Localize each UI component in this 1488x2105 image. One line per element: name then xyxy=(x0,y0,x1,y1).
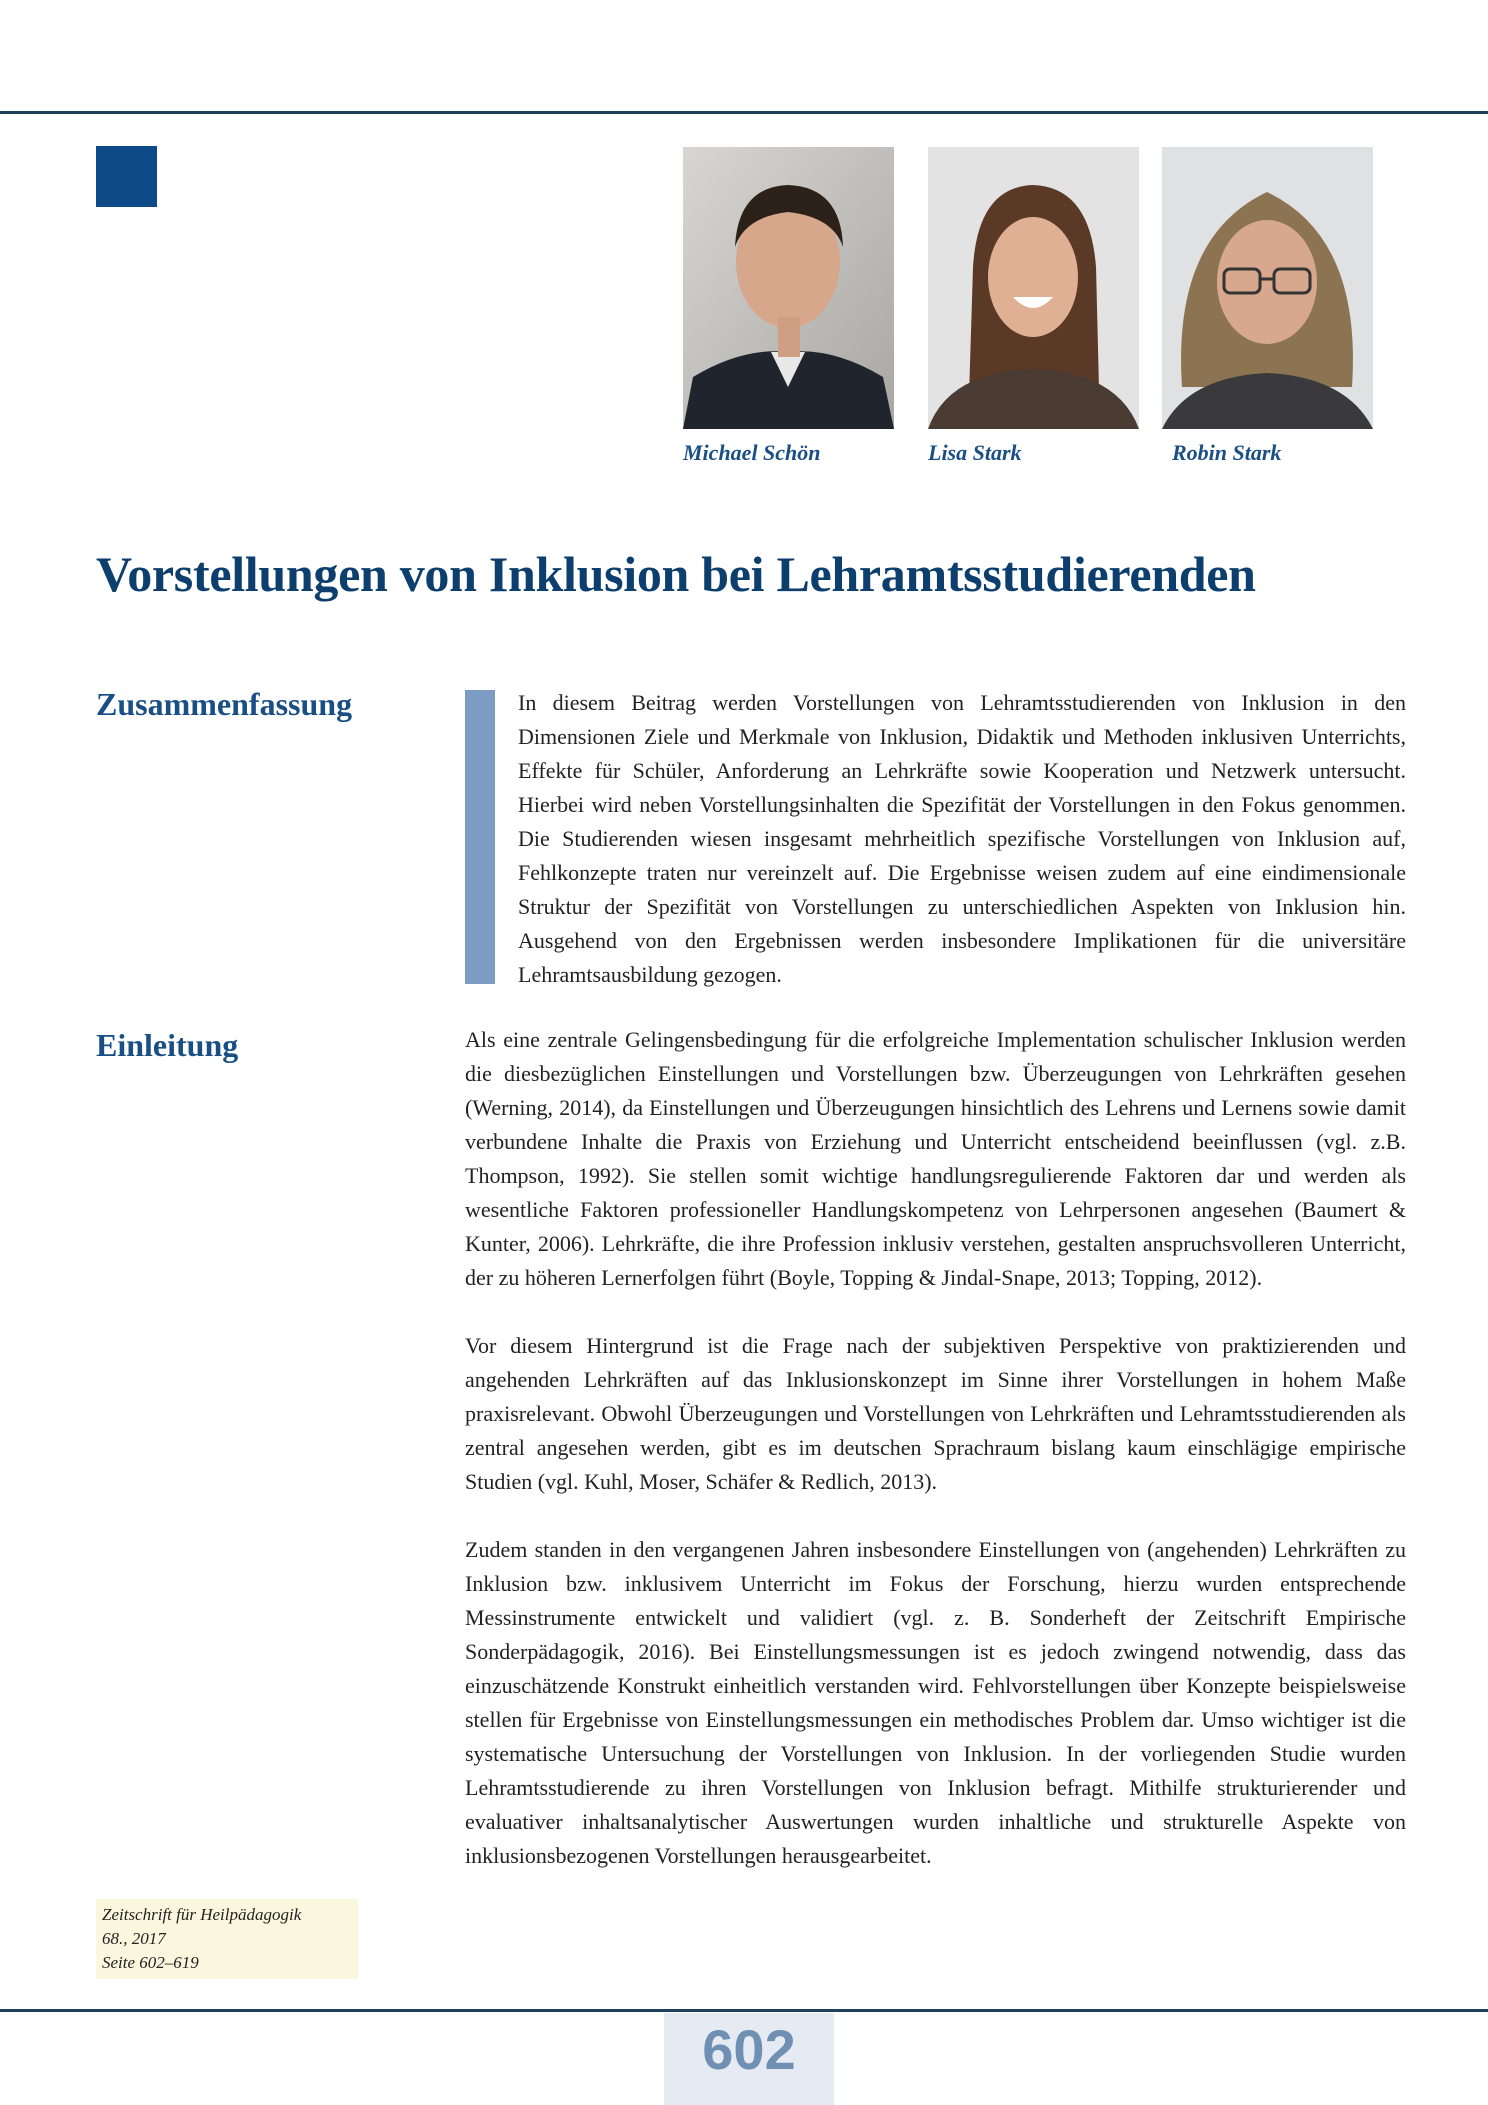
author-name: Robin Stark xyxy=(1172,440,1282,465)
bottom-rule xyxy=(0,2009,1488,2012)
body-paragraph: Als eine zentrale Gelingensbedingung für die erfolgreiche Implementation schulischer Inklusion werden die diesbezüglichen Einstellungen und Vorstellungen bzw. Überzeugungen von Lehrkräften gesehen (Werning, 2014), da Einstellungen und Überzeugungen hinsichtlich des Lehrens und Lernens sowie damit verbundene Inhalte die Praxis von Erziehung und Unterricht entscheidend beeinflussen (vgl. z.B. Thompson, 1992). Sie stellen somit wichtige handlungsregulierende Faktoren dar und werden als wesentliche Faktoren professioneller Handlungskompetenz von Lehrpersonen angesehen (Baumert & Kunter, 2006). Lehrkräfte, die ihre Profession inklusiv verstehen, gestalten anspruchsvolleren Unterricht, der zu höheren Lernerfolgen führt (Boyle, Topping & Jindal-Snape, 2013; Topping, 2012). xyxy=(465,1027,1406,1290)
author-photo-michael-schoen xyxy=(683,147,894,429)
author-name: Lisa Stark xyxy=(928,440,1022,465)
article-title: Vorstellungen von Inklusion bei Lehramtsstudierenden xyxy=(96,546,1256,602)
abstract-text: In diesem Beitrag werden Vorstellungen von Lehramtsstudierenden von Inklusion in den Dimensionen Ziele und Merkmale von Inklusion, Didaktik und Methoden inklusiven Unterrichts, Effekte für Schüler, Anforderung an Lehrkräfte sowie Kooperation und Netzwerk untersucht. Hierbei wird neben Vorstellungsinhalten die Spezifität der Vorstellungen in den Fokus genommen. Die Studierenden wiesen insgesamt mehrheitlich spezifische Vorstellungen von Inklusion auf, Fehlkonzepte traten nur vereinzelt auf. Die Ergebnisse weisen zudem auf eine eindimensionale Struktur der Spezifität von Vorstellungen zu unterschiedlichen Aspekten von Inklusion hin. Ausgehend von den Ergebnissen werden insbesondere Implikationen für die universitäre Lehramtsausbildung gezogen. xyxy=(518,690,1406,987)
journal-volume: 68., 2017 xyxy=(102,1929,166,1948)
top-rule xyxy=(0,111,1488,114)
abstract-accent-bar xyxy=(465,690,495,984)
body-paragraph: Vor diesem Hintergrund ist die Frage nach der subjektiven Perspektive von praktizierenden und angehenden Lehrkräften auf das Inklusionskonzept im Sinne ihrer Vorstellungen in hohem Maße praxisrelevant. Obwohl Überzeugungen und Vorstellungen von Lehrkräften und Lehramtsstudierenden als zentral angesehen werden, gibt es im deutschen Sprachraum bislang kaum einschlägige empirische Studien (vgl. Kuhl, Moser, Schäfer & Redlich, 2013). xyxy=(465,1333,1406,1494)
author-photo-lisa-stark xyxy=(928,147,1139,429)
introduction-heading: Einleitung xyxy=(96,1027,239,1063)
journal-name: Zeitschrift für Heilpädagogik xyxy=(102,1905,302,1924)
journal-citation xyxy=(96,1899,358,1979)
page-number: 602 xyxy=(702,2018,796,2081)
author-name: Michael Schön xyxy=(683,440,821,465)
author-photo-robin-stark xyxy=(1162,147,1373,429)
page-number-box xyxy=(664,2013,834,2105)
journal-pages: Seite 602–619 xyxy=(102,1953,199,1972)
section-marker-square xyxy=(96,146,157,207)
abstract-heading: Zusammenfassung xyxy=(96,686,353,722)
introduction-body xyxy=(465,1023,1406,1907)
body-paragraph: Zudem standen in den vergangenen Jahren insbesondere Einstellungen von (angehenden) Lehrkräften zu Inklusion bzw. inklusivem Unterricht im Fokus der Forschung, hierzu wurden entsprechende Messinstrumente entwickelt und validiert (vgl. z. B. Sonderheft der Zeitschrift Empirische Sonderpädagogik, 2016). Bei Einstellungsmessungen ist es jedoch zwingend notwendig, dass das einzuschätzende Konstrukt einheitlich verstanden wird. Fehlvorstellungen über Konzepte beispielsweise stellen für Ergebnisse von Einstellungsmessungen ein methodisches Problem dar. Umso wichtiger ist die systematische Untersuchung der Vorstellungen von Inklusion. In der vorliegenden Studie wurden Lehramtsstudierende zu ihren Vorstellungen von Inklusion befragt. Mithilfe strukturierender und evaluativer inhaltsanalytischer Auswertungen wurden inhaltliche und strukturelle Aspekte von inklusionsbezogenen Vorstellungen herausgearbeitet. xyxy=(465,1537,1406,1868)
